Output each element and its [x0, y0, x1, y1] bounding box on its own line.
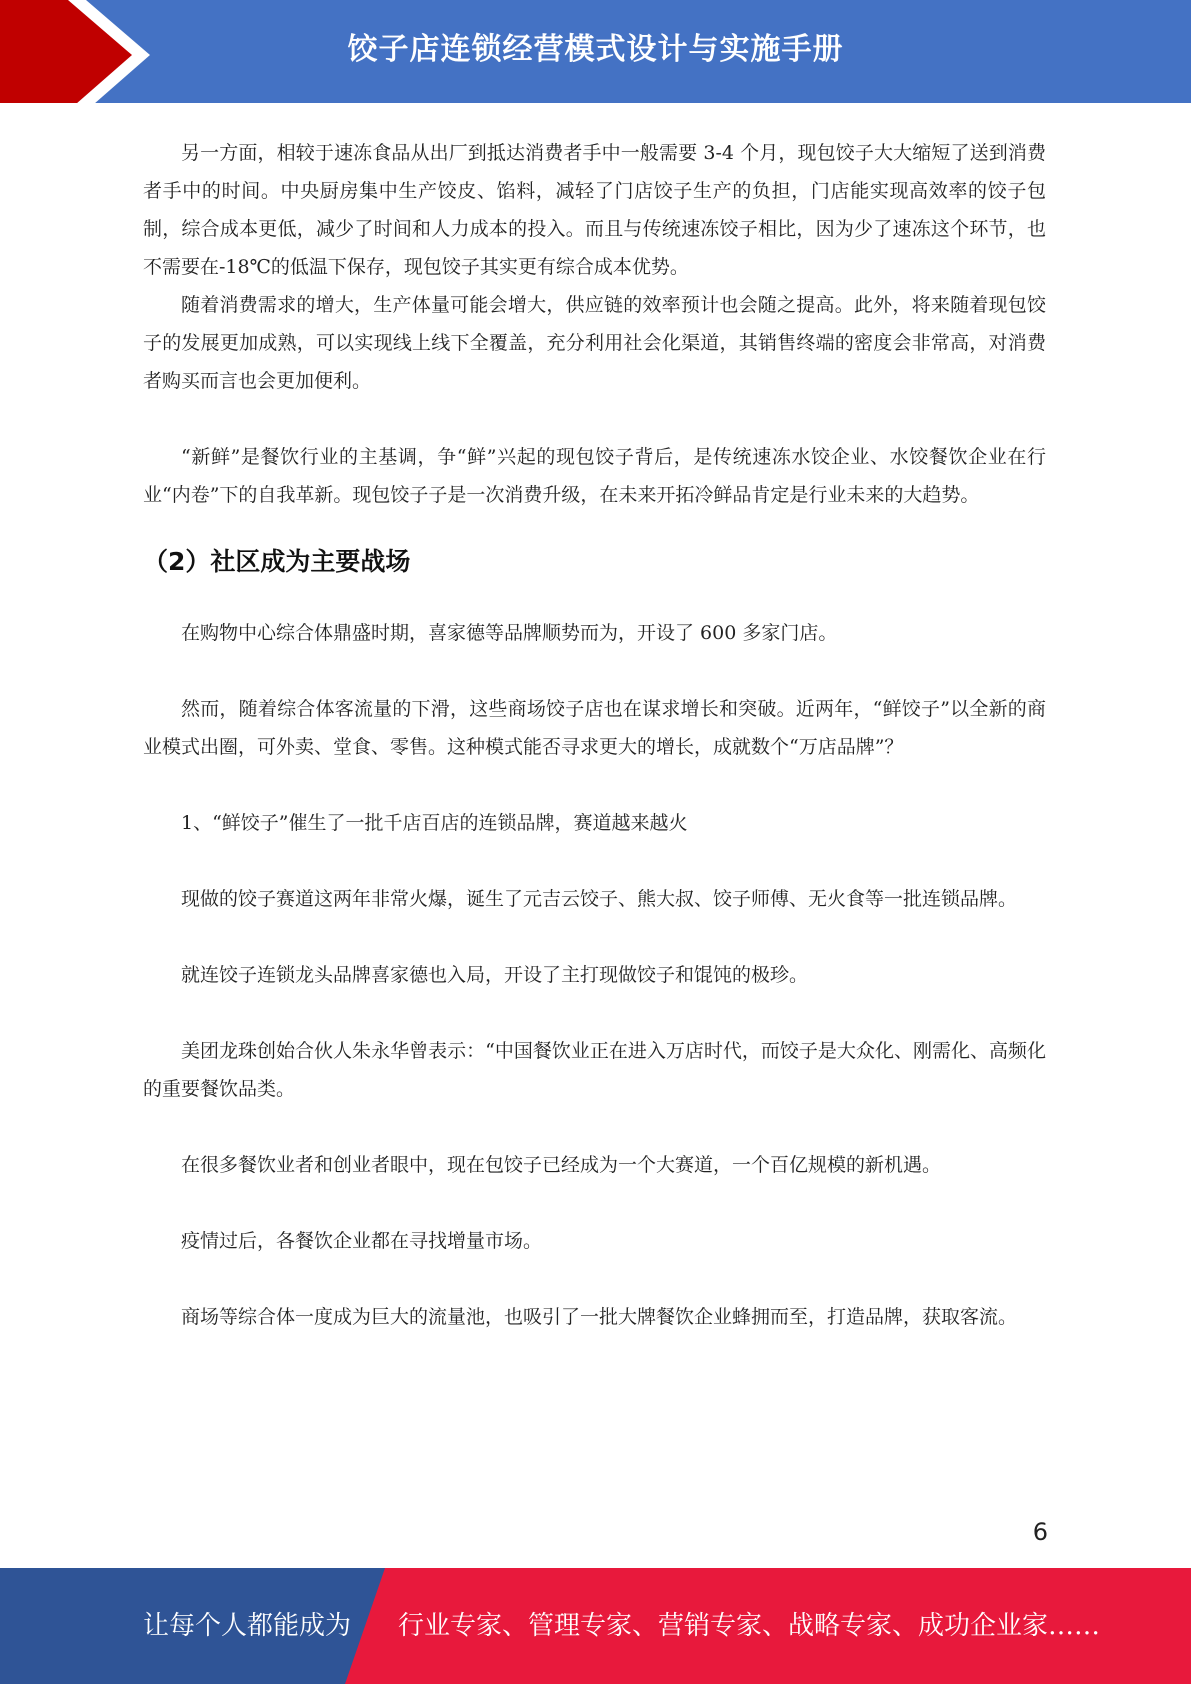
paragraph: 然而，随着综合体客流量的下滑，这些商场饺子店也在谋求增长和突破。近两年，“鲜饺子”以全新的商业模式出圈，可外卖、堂食、零售。这种模式能否寻求更大的增长，成就数个“万店品牌”？: [143, 698, 1046, 758]
list-item-heading: 1、“鲜饺子”催生了一批千店百店的连锁品牌，赛道越来越火: [181, 812, 688, 834]
paragraph: 随着消费需求的增大，生产体量可能会增大，供应链的效率预计也会随之提高。此外，将来随着现包饺子的发展更加成熟，可以实现线上线下全覆盖，充分利用社会化渠道，其销售终端的密度会非常高，对消费者购买而言也会更加便利。: [143, 294, 1046, 392]
page-number: 6: [1032, 1518, 1048, 1546]
document-title: 饺子店连锁经营模式设计与实施手册: [347, 32, 844, 67]
page-footer: [0, 1568, 1191, 1684]
paragraph: 美团龙珠创始合伙人朱永华曾表示：“中国餐饮业正在进入万店时代，而饺子是大众化、刚需化、高频化的重要餐饮品类。: [143, 1040, 1046, 1100]
paragraph: 在购物中心综合体鼎盛时期，喜家德等品牌顺势而为，开设了 600 多家门店。: [181, 622, 838, 644]
paragraph: 商场等综合体一度成为巨大的流量池，也吸引了一批大牌餐饮企业蜂拥而至，打造品牌，获取客流。: [181, 1306, 1018, 1328]
paragraph: 现做的饺子赛道这两年非常火爆，诞生了元吉云饺子、熊大叔、饺子师傅、无火食等一批连锁品牌。: [181, 888, 1018, 910]
page-content: [143, 134, 1046, 1336]
paragraph: 另一方面，相较于速冻食品从出厂到抵达消费者手中一般需要 3-4 个月，现包饺子大大缩短了送到消费者手中的时间。中央厨房集中生产饺皮、馅料，减轻了门店饺子生产的负担，门店能实现高效率的饺子包制，综合成本更低，减少了时间和人力成本的投入。而且与传统速冻饺子相比，因为少了速冻这个环节，也不需要在-18℃的低温下保存，现包饺子其实更有综合成本优势。: [143, 142, 1046, 278]
page-header: [0, 0, 1191, 111]
footer-slogan-right: 行业专家、管理专家、营销专家、战略专家、成功企业家……: [398, 1611, 1101, 1641]
paragraph: 在很多餐饮业者和创业者眼中，现在包饺子已经成为一个大赛道，一个百亿规模的新机遇。: [181, 1154, 942, 1176]
footer-slogan-left: 让每个人都能成为: [143, 1611, 352, 1641]
paragraph: “新鲜”是餐饮行业的主基调，争“鲜”兴起的现包饺子背后，是传统速冻水饺企业、水饺餐饮企业在行业“内卷”下的自我革新。现包饺子子是一次消费升级，在未来开拓冷鲜品肯定是行业未来的大趋势。: [143, 446, 1046, 506]
section-heading: （2）社区成为主要战场: [143, 547, 411, 576]
paragraph: 就连饺子连锁龙头品牌喜家德也入局，开设了主打现做饺子和馄饨的极珍。: [181, 964, 809, 986]
paragraph: 疫情过后，各餐饮企业都在寻找增量市场。: [181, 1230, 543, 1252]
